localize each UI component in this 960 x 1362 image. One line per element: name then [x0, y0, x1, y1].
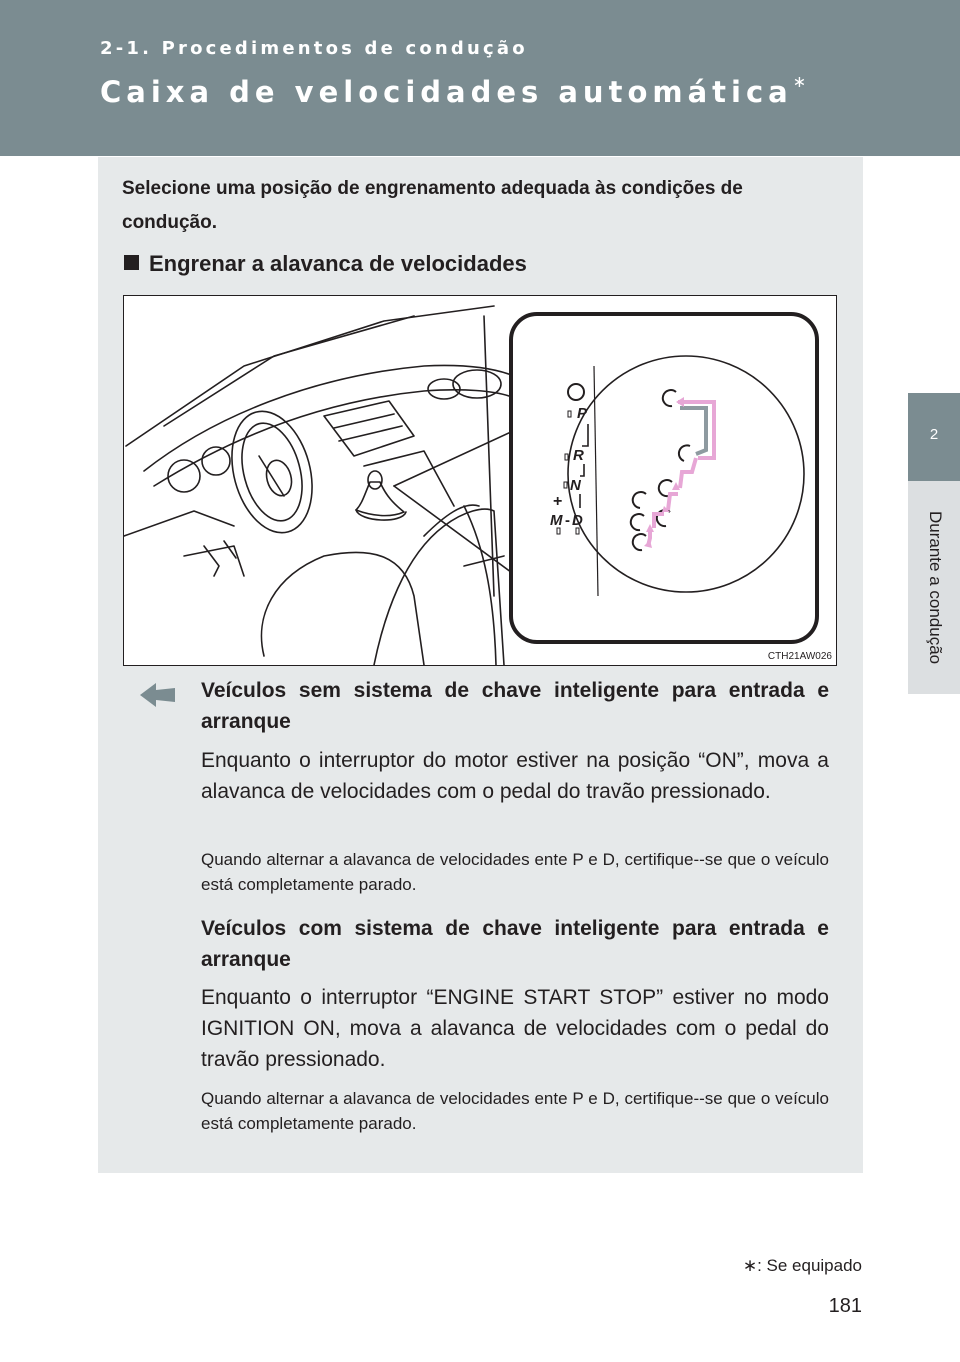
cockpit-illustration — [124, 296, 836, 665]
shift-label-minus: - — [565, 512, 570, 529]
shift-label-r: R — [573, 447, 584, 464]
shift-lever-figure — [123, 295, 837, 666]
shift-label-m: M — [550, 512, 563, 529]
section-2-note: Quando alternar a alavanca de velocidades ente P e D, certifique--se que o veículo está completamente parado. — [201, 1089, 829, 1133]
section-number: 2-1. Procedimentos de condução — [100, 38, 528, 59]
title-footnote-mark: ∗ — [792, 72, 807, 91]
shift-label-d: D — [572, 512, 583, 529]
section-2-heading: Veículos com sistema de chave inteligente para entrada e arranque — [201, 917, 829, 971]
section-2-body: Enquanto o interruptor “ENGINE START STOP” estiver no modo IGNITION ON, mova a alavanca de velocidades com o pedal do travão pressionado. — [201, 986, 829, 1071]
section-1-heading: Veículos sem sistema de chave inteligente para entrada e arranque — [201, 679, 829, 733]
chapter-label: Durante a condução — [926, 510, 945, 665]
callout-arrow-icon — [140, 683, 176, 707]
square-bullet-icon — [124, 255, 139, 270]
chapter-tab — [908, 0, 960, 1362]
shift-label-plus: + — [553, 493, 563, 510]
section-1-body: Enquanto o interruptor do motor estiver na posição “ON”, mova a alavanca de velocidades com o pedal do travão pressionado. — [201, 749, 829, 803]
shift-label-p: P — [577, 405, 588, 422]
chapter-number: 2 — [929, 426, 939, 443]
intro-text: Selecione uma posição de engrenamento adequada às condições de condução. — [122, 178, 743, 233]
page-title — [100, 72, 806, 109]
page-number: 181 — [828, 1295, 862, 1317]
subheading-text: Engrenar a alavanca de velocidades — [149, 251, 527, 276]
figure-code: CTH21AW026 — [767, 651, 832, 662]
page-title-text: Caixa de velocidades automática — [100, 75, 793, 109]
section-1-note: Quando alternar a alavanca de velocidades ente P e D, certifique--se que o veículo está completamente parado. — [201, 850, 829, 894]
shift-label-n: N — [570, 477, 581, 494]
footnote: ∗: Se equipado — [742, 1256, 862, 1275]
subheading — [124, 249, 824, 279]
